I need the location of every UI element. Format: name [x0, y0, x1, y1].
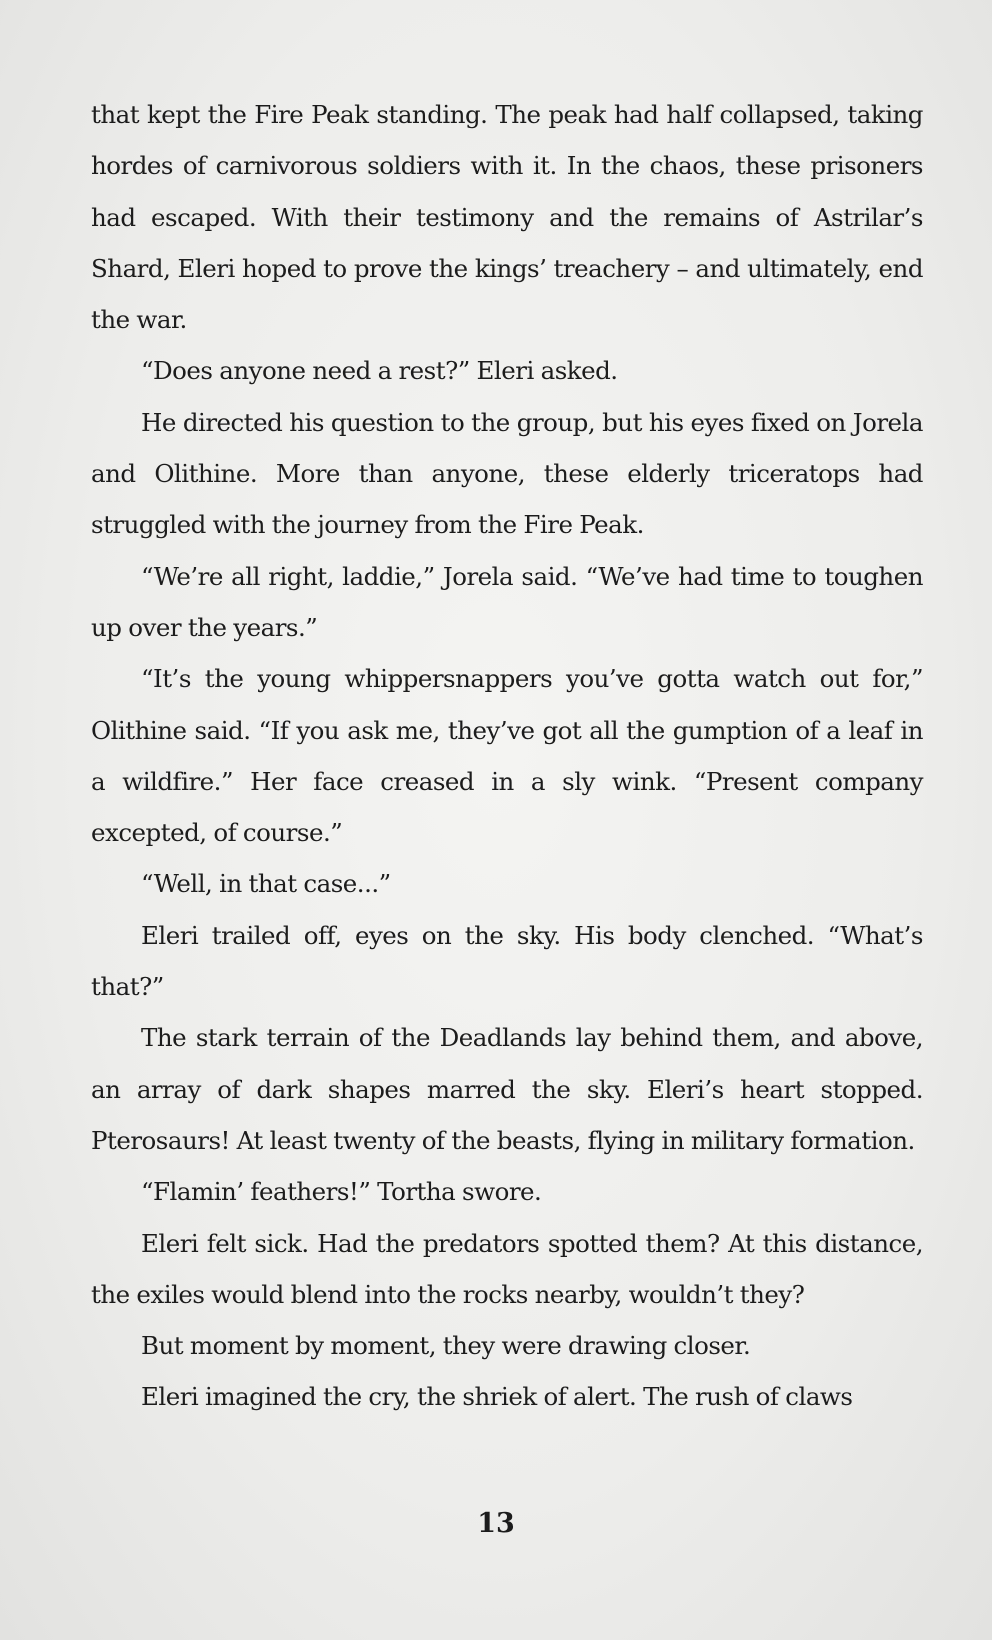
paragraph-11: But moment by moment, they were drawing closer. [141, 1331, 751, 1361]
paragraph-2: “Does anyone need a rest?” Eleri asked. [141, 356, 618, 386]
paragraph-12: Eleri imagined the cry, the shriek of alert. The rush of claws [141, 1382, 853, 1412]
paragraph-1: that kept the Fire Peak standing. The peak had half collapsed, taking hordes of carnivorous soldiers with it. In the chaos, these prisoners had escaped. With their testimony and the remains of Astrilar’s Shard, Eleri hoped to prove the kings’ treachery – and ultimately, end the war. [91, 100, 923, 335]
paragraph-5: “It’s the young whippersnappers you’ve gotta watch out for,” Olithine said. “If you ask me, they’ve got all the gumption of a leaf in a wildfire.” Her face creased in a sly wink. “Present company excepted, of course.” [91, 664, 923, 848]
paragraph-6: “Well, in that case...” [141, 869, 391, 899]
paragraph-4: “We’re all right, laddie,” Jorela said. “We’ve had time to toughen up over the years.” [91, 561, 923, 642]
paragraph-10: Eleri felt sick. Had the predators spotted them? At this distance, the exiles would blend into the rocks nearby, wouldn’t they? [91, 1228, 923, 1309]
paragraph-3: He directed his question to the group, but his eyes fixed on Jorela and Olithine. More than anyone, these elderly triceratops had struggled with the journey from the Fire Peak. [91, 407, 923, 540]
body-text [91, 89, 923, 1423]
paragraph-9: “Flamin’ feathers!” Tortha swore. [141, 1177, 542, 1207]
paragraph-7: Eleri trailed off, eyes on the sky. His body clenched. “What’s that?” [91, 920, 923, 1002]
paragraph-8: The stark terrain of the Deadlands lay behind them, and above, an array of dark shapes marred the sky. Eleri’s heart stopped. Pterosaurs! At least twenty of the beasts, flying in military formation. [91, 1023, 923, 1155]
page-number: 13 [477, 1508, 515, 1539]
